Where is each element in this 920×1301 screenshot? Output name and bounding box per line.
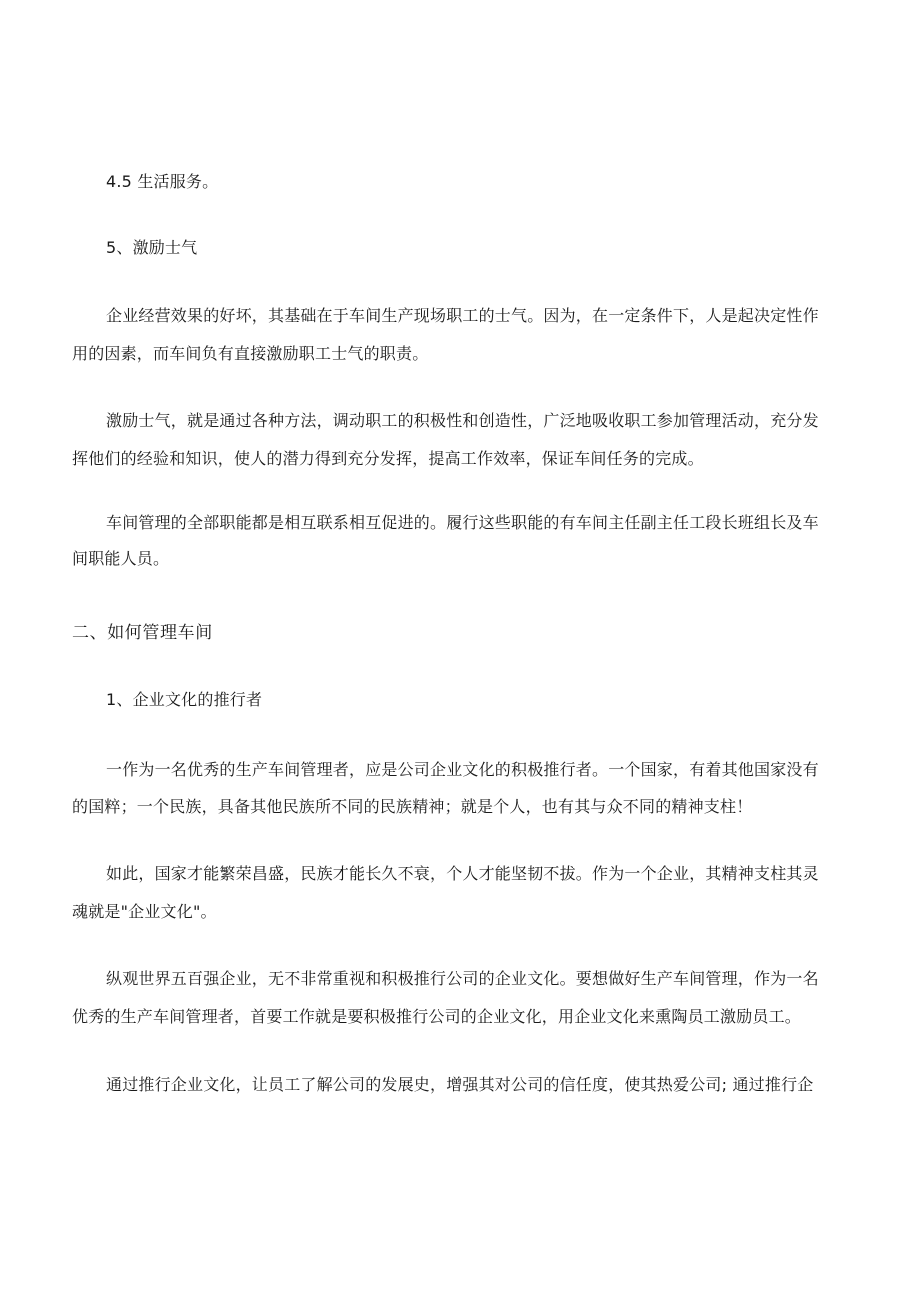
paragraph-line: 用的因素，而车间负有直接激励职工士气的职责。 (72, 344, 429, 363)
paragraph-line: 间职能人员。 (72, 549, 170, 568)
paragraph-line: 一作为一名优秀的生产车间管理者，应是公司企业文化的积极推行者。一个国家，有着其他国家没有 (106, 760, 819, 779)
paragraph-line: 魂就是"企业文化"。 (72, 902, 217, 921)
section-2-heading: 二、如何管理车间 (72, 623, 213, 643)
paragraph-line: 挥他们的经验和知识，使人的潜力得到充分发挥，提高工作效率，保证车间任务的完成。 (72, 449, 704, 468)
paragraph-line: 优秀的生产车间管理者，首要工作就是要积极推行公司的企业文化，用企业文化来熏陶员工激励员工。 (72, 1007, 802, 1026)
paragraph-line: 纵观世界五百强企业，无不非常重视和积极推行公司的企业文化。要想做好生产车间管理，作为一名 (106, 969, 819, 988)
paragraph-line: 的国粹；一个民族，具备其他民族所不同的民族精神；就是个人，也有其与众不同的精神支柱！ (72, 797, 753, 816)
paragraph-line: 车间管理的全部职能都是相互联系相互促进的。履行这些职能的有车间主任副主任工段长班组长及车 (106, 513, 819, 532)
item-5-heading: 5、激励士气 (106, 238, 198, 257)
paragraph-line: 通过推行企业文化，让员工了解公司的发展史，增强其对公司的信任度，使其热爱公司; 通过推行企 (106, 1075, 814, 1094)
paragraph-line: 企业经营效果的好坏，其基础在于车间生产现场职工的士气。因为，在一定条件下，人是起决定性作 (106, 306, 819, 325)
subsection-1-heading: 1、企业文化的推行者 (106, 690, 263, 709)
item-4-5: 4.5 生活服务。 (106, 172, 219, 191)
paragraph-line: 如此，国家才能繁荣昌盛，民族才能长久不衰，个人才能坚韧不拔。作为一个企业，其精神支柱其灵 (106, 864, 819, 883)
paragraph-line: 激励士气，就是通过各种方法，调动职工的积极性和创造性，广泛地吸收职工参加管理活动，充分发 (106, 411, 819, 430)
